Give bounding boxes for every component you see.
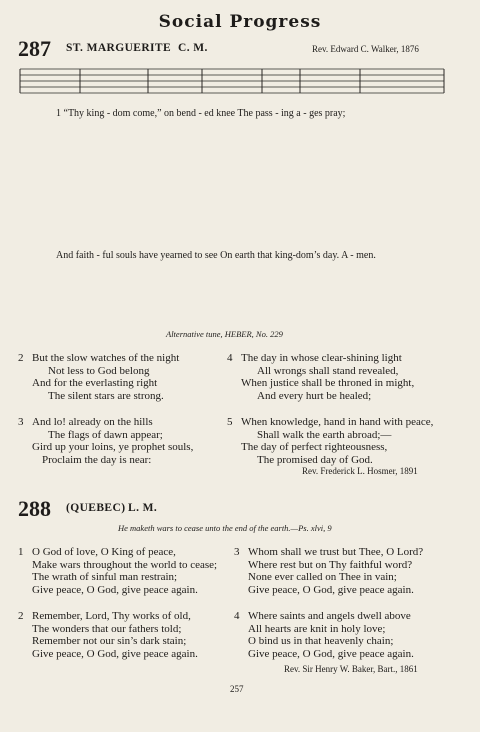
tune-name: (QUEBEC) <box>66 502 126 514</box>
verse-5: 5 When knowledge, hand in hand with peace, Shall walk the earth abroad;— The day of perfect righteousness, The promised day of God. <box>227 416 434 466</box>
meter: C. M. <box>178 42 208 54</box>
verse-3: 3 And lo! already on the hills The flags of dawn appear; Gird up your loins, ye prophet souls, Proclaim the day is near: <box>18 416 194 466</box>
verse-3: 3 Whom shall we trust but Thee, O Lord? Where rest but on Thy faithful word? None ever called on Thee in vain; Give peace, O God, give peace again. <box>234 546 424 596</box>
verse-number: 2 <box>18 610 24 622</box>
lyric-line-2: And faith - ful souls have yearned to see On earth that king-dom’s day. A - men. <box>56 250 376 261</box>
page-number: 257 <box>230 684 244 694</box>
tune-name: ST. MARGUERITE <box>66 42 172 54</box>
hymn-number: 288 <box>18 496 51 521</box>
section-title: Social Progress <box>158 12 322 32</box>
verse-number: 2 <box>18 352 24 364</box>
verse-2: 2 But the slow watches of the night Not less to God belong And for the everlasting right The silent stars are strong. <box>18 352 180 402</box>
verse-number: 3 <box>234 546 240 558</box>
verse-4: 4 Where saints and angels dwell above All hearts are knit in holy love; O bind us in that heavenly chain; Give peace, O God, give peace again. <box>234 610 414 660</box>
epigraph: He maketh wars to cease unto the end of the earth.—Ps. xlvi, 9 <box>118 523 332 533</box>
verse-4: 4 The day in whose clear-shining light All wrongs shall stand revealed, When justice shall be throned in might, And every hurt be healed; <box>227 352 415 402</box>
verse-number: 3 <box>18 416 24 428</box>
hymn-288-author: Rev. Sir Henry W. Baker, Bart., 1861 <box>284 664 418 674</box>
verse-1: 1 O God of love, O King of peace, Make wars throughout the world to cease; The wrath of sinful man restrain; Give peace, O God, give peace again. <box>18 546 218 596</box>
verse-number: 4 <box>234 610 240 622</box>
hymn-number: 287 <box>18 36 51 61</box>
verse-number: 5 <box>227 416 233 428</box>
verse-2: 2 Remember, Lord, Thy works of old, The wonders that our fathers told; Remember not our sin’s dark stain; Give peace, O God, give peace again. <box>18 610 198 660</box>
alternative-tune: Alternative tune, HEBER, No. 229 <box>166 329 283 339</box>
verse-number: 4 <box>227 352 233 364</box>
meter: L. M. <box>128 502 158 514</box>
composer: Rev. Edward C. Walker, 1876 <box>312 44 419 54</box>
hymn-287-author: Rev. Frederick L. Hosmer, 1891 <box>302 466 418 476</box>
verse-number: 1 <box>18 546 24 558</box>
lyric-line-1: 1 “Thy king - dom come,” on bend - ed knee The pass - ing a - ges pray; <box>56 108 346 119</box>
